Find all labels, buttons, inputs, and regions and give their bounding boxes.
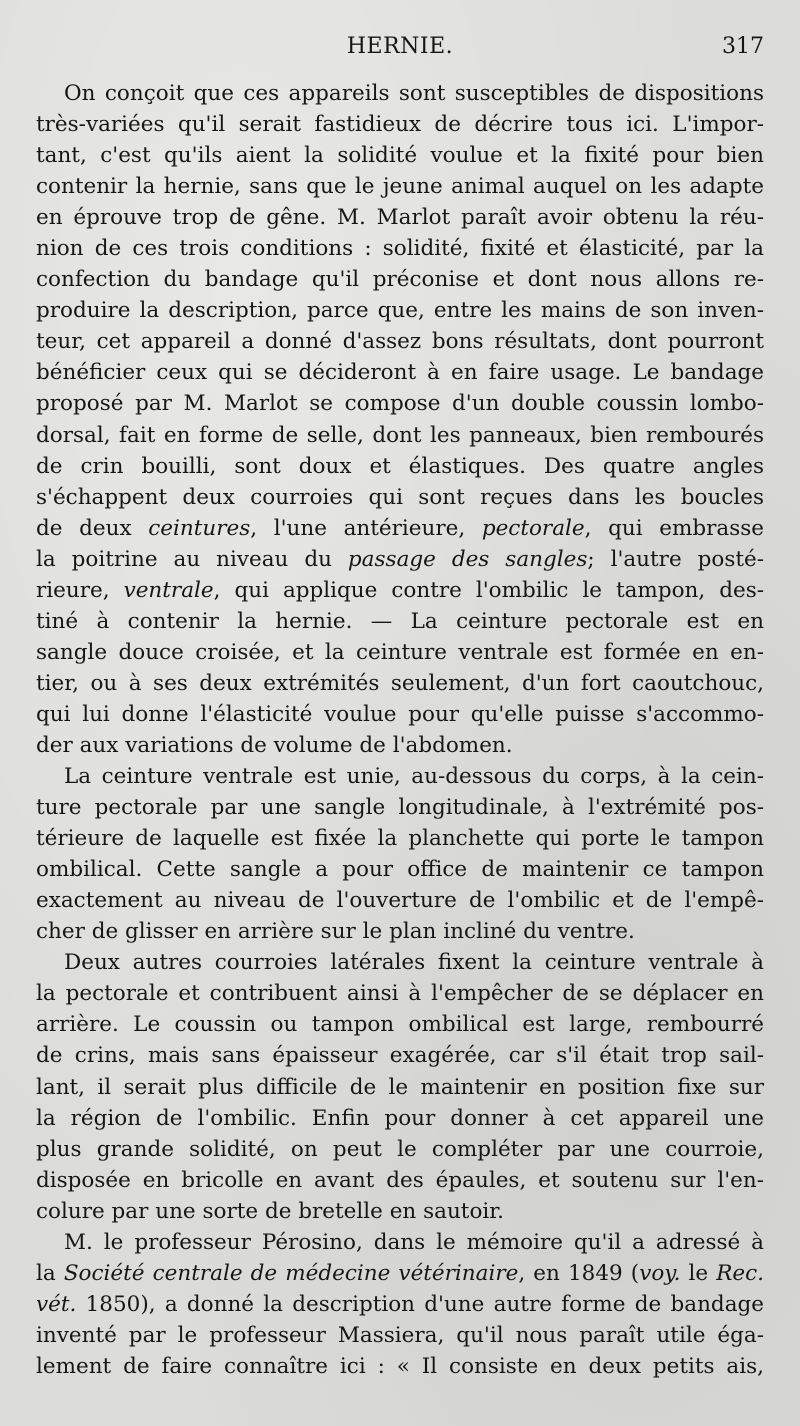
text-line (36, 513, 764, 544)
text-line (36, 326, 764, 357)
text-segment: de deux (36, 515, 149, 541)
text-segment: confection du bandage qu'il préconise et dont nous allons re- (36, 267, 764, 293)
text-line (36, 668, 764, 699)
text-line (36, 637, 764, 668)
text-line (36, 140, 764, 171)
text-line (36, 792, 764, 823)
text-segment: la pectorale et contribuent ainsi à l'empêcher de se déplacer en (36, 981, 764, 1007)
text-segment: La ceinture ventrale est unie, au-dessous du corps, à la cein- (64, 764, 764, 790)
text-segment: le (680, 1260, 717, 1286)
text-segment: nion de ces trois conditions : solidité, fixité et élasticité, par la (36, 236, 764, 262)
running-title: HERNIE. (346, 34, 454, 59)
text-segment: rieure, (36, 577, 124, 603)
text-line (36, 606, 764, 637)
text-segment: ture pectorale par une sangle longitudinale, à l'extrémité pos- (36, 795, 764, 821)
text-segment: sangle douce croisée, et la ceinture ventrale est formée en en- (36, 639, 764, 665)
text-segment: colure par une sorte de bretelle en sautoir. (36, 1198, 505, 1224)
text-line (36, 854, 764, 885)
text-line (36, 1165, 764, 1196)
text-segment: de crin bouilli, sont doux et élastiques. Des quatre angles (36, 453, 764, 479)
italic-text: ceintures (148, 515, 251, 541)
text-segment: M. le professeur Pérosino, dans le mémoire qu'il a adressé à (64, 1229, 764, 1255)
text-segment: très-variées qu'il serait fastidieux de décrire tous ici. L'impor- (36, 112, 764, 138)
text-line (36, 233, 764, 264)
text-segment: de crins, mais sans épaisseur exagérée, car s'il était trop sail- (36, 1043, 764, 1069)
text-segment: disposée en bricolle en avant des épaules, et soutenu sur l'en- (36, 1167, 764, 1193)
text-segment: der aux variations de volume de l'abdomen. (36, 732, 513, 758)
text-segment: qui lui donne l'élasticité voulue pour qu'elle puisse s'accommo- (36, 701, 764, 727)
text-segment: produire la description, parce que, entre les mains de son inven- (36, 298, 764, 324)
text-line (36, 357, 764, 388)
italic-text: Rec. (716, 1260, 764, 1286)
text-segment: On conçoit que ces appareils sont susceptibles de dispositions (64, 81, 764, 106)
text-segment: teur, cet appareil a donné d'assez bons résultats, dont pourront (36, 329, 764, 355)
italic-text: passage des sangles (347, 546, 588, 572)
text-line (36, 482, 764, 513)
text-segment: tant, c'est qu'ils aient la solidité voulue et la fixité pour bien (36, 143, 764, 169)
running-head (0, 30, 800, 64)
text-segment: , l'une antérieure, (250, 515, 482, 541)
text-segment: térieure de laquelle est fixée la planchette qui porte le tampon (36, 826, 764, 852)
text-line (36, 1320, 764, 1351)
text-segment: exactement au niveau de l'ouverture de l'ombilic et de l'empê- (36, 888, 764, 914)
page-number: 317 (722, 34, 764, 59)
italic-text: ventrale (123, 577, 214, 603)
italic-text: voy. (639, 1260, 681, 1286)
text-segment: bénéficier ceux qui se décideront à en faire usage. Le bandage (36, 360, 764, 386)
text-line (36, 699, 764, 730)
italic-text: pectorale (481, 515, 585, 541)
text-segment: , en 1849 ( (518, 1260, 640, 1286)
text-segment: s'échappent deux courroies qui sont reçues dans les boucles (36, 484, 764, 510)
text-segment: dorsal, fait en forme de selle, dont les panneaux, bien rembourés (36, 422, 764, 448)
text-line (36, 1258, 764, 1289)
text-line (36, 78, 764, 109)
text-segment: , qui embrasse (584, 515, 764, 541)
text-line (36, 544, 764, 575)
text-segment: arrière. Le coussin ou tampon ombilical est large, rembourré (36, 1012, 764, 1038)
italic-text: Société centrale de médecine vétérinaire (63, 1260, 519, 1286)
text-line (36, 420, 764, 451)
text-line (36, 916, 764, 947)
text-line (36, 295, 764, 326)
text-segment: la région de l'ombilic. Enfin pour donner à cet appareil une (36, 1105, 764, 1131)
text-line (36, 1196, 764, 1227)
text-segment: ombilical. Cette sangle a pour office de maintenir ce tampon (36, 857, 764, 883)
text-segment: , qui applique contre l'ombilic le tampon, des- (213, 577, 764, 603)
text-segment: cher de glisser en arrière sur le plan incliné du ventre. (36, 919, 635, 945)
text-segment: contenir la hernie, sans que le jeune animal auquel on les adapte (36, 174, 764, 200)
text-line (36, 1103, 764, 1134)
text-line (36, 451, 764, 482)
text-segment: 1850), a donné la description d'une autre forme de bandage (76, 1291, 764, 1317)
text-segment: la (36, 1260, 64, 1286)
text-segment: lement de faire connaître ici : « Il consiste en deux petits ais, (36, 1353, 764, 1379)
text-line (36, 1040, 764, 1071)
text-line (36, 978, 764, 1009)
text-segment: tier, ou à ses deux extrémités seulement, d'un fort caoutchouc, (36, 670, 764, 696)
italic-text: vét. (36, 1291, 77, 1317)
text-line (36, 1134, 764, 1165)
text-line (36, 575, 764, 606)
text-line (36, 761, 764, 792)
text-segment: ; l'autre posté- (587, 546, 764, 572)
text-line (36, 1009, 764, 1040)
text-line (36, 823, 764, 854)
text-segment: tiné à contenir la hernie. — La ceinture pectorale est en (36, 608, 764, 634)
text-line (36, 1227, 764, 1258)
text-line (36, 885, 764, 916)
text-line (36, 1289, 764, 1320)
text-segment: plus grande solidité, on peut le compléter par une courroie, (36, 1136, 764, 1162)
body-text (36, 78, 764, 1382)
text-segment: en éprouve trop de gêne. M. Marlot paraît avoir obtenu la réu- (36, 205, 764, 231)
text-line (36, 388, 764, 419)
text-segment: lant, il serait plus difficile de le maintenir en position fixe sur (36, 1074, 764, 1100)
text-line (36, 1351, 764, 1382)
text-line (36, 947, 764, 978)
text-segment: inventé par le professeur Massiera, qu'il nous paraît utile éga- (36, 1322, 764, 1348)
text-line (36, 109, 764, 140)
text-line (36, 264, 764, 295)
text-segment: proposé par M. Marlot se compose d'un double coussin lombo- (36, 391, 764, 417)
text-line (36, 1072, 764, 1103)
text-segment: Deux autres courroies latérales fixent la ceinture ventrale à (64, 950, 764, 976)
text-line (36, 202, 764, 233)
text-line (36, 730, 764, 761)
text-line (36, 171, 764, 202)
text-segment: la poitrine au niveau du (36, 546, 348, 572)
